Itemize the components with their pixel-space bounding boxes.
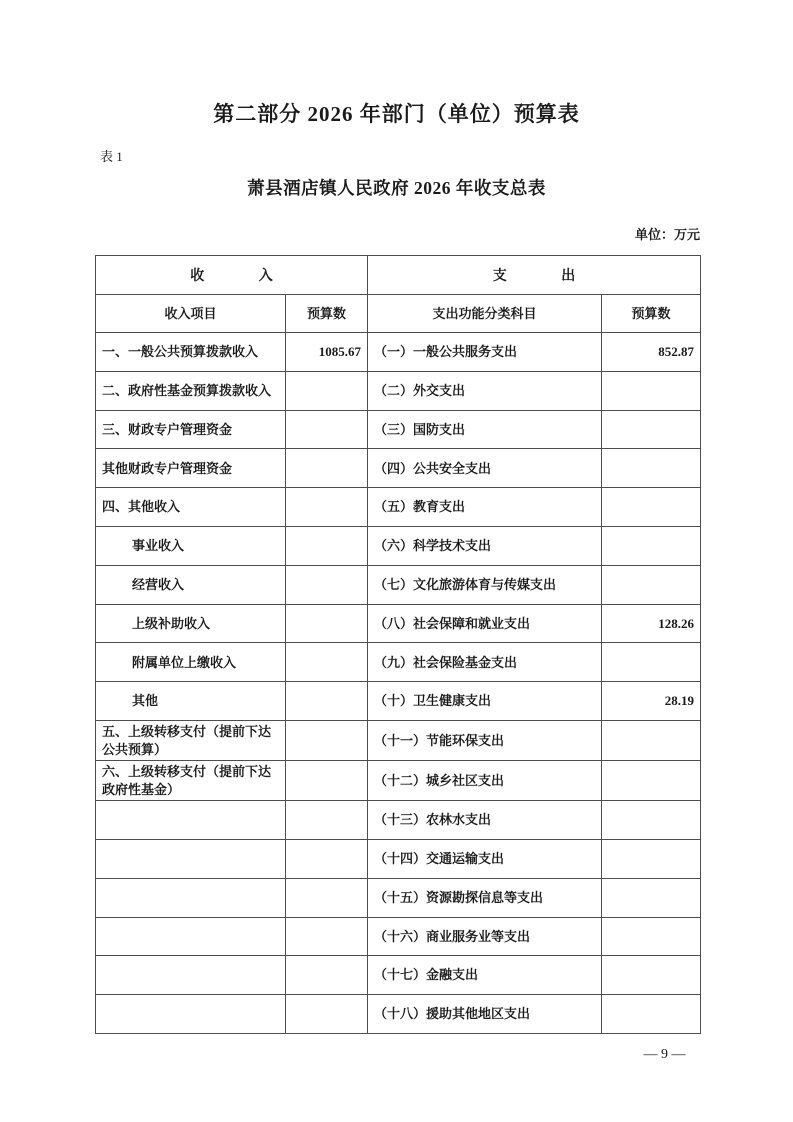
income-item: 三、财政专户管理资金: [96, 410, 286, 449]
income-item: [96, 995, 286, 1034]
income-value: [286, 761, 368, 801]
income-value: [286, 801, 368, 840]
expense-item: （十八）援助其他地区支出: [368, 995, 602, 1034]
income-value: [286, 643, 368, 682]
income-value: [286, 956, 368, 995]
expense-item: （十）卫生健康支出: [368, 682, 602, 721]
income-value: [286, 917, 368, 956]
expense-value: [602, 449, 701, 488]
table-row: [96, 801, 701, 840]
col-header-expense-item: 支出功能分类科目: [368, 295, 602, 333]
expense-value: [602, 801, 701, 840]
expense-value: [602, 720, 701, 760]
expense-item: （八）社会保障和就业支出: [368, 604, 602, 643]
table-row: [96, 604, 701, 643]
income-value: 1085.67: [286, 333, 368, 372]
table-row: [96, 682, 701, 721]
table-row: [96, 878, 701, 917]
income-item: 附属单位上缴收入: [96, 643, 286, 682]
expense-group-header: 支 出: [368, 256, 701, 295]
table-column-header-row: [96, 295, 701, 333]
expense-item: （十一）节能环保支出: [368, 720, 602, 760]
expense-value: [602, 643, 701, 682]
income-value: [286, 604, 368, 643]
income-value: [286, 878, 368, 917]
income-group-header: 收 入: [96, 256, 368, 295]
income-value: [286, 839, 368, 878]
expense-item: （十六）商业服务业等支出: [368, 917, 602, 956]
expense-value: 28.19: [602, 682, 701, 721]
expense-item: （十二）城乡社区支出: [368, 761, 602, 801]
income-item: [96, 956, 286, 995]
income-item: 其他财政专户管理资金: [96, 449, 286, 488]
income-item: 一、一般公共预算拨款收入: [96, 333, 286, 372]
expense-item: （十五）资源勘探信息等支出: [368, 878, 602, 917]
expense-item: （四）公共安全支出: [368, 449, 602, 488]
income-value: [286, 682, 368, 721]
page-number-text: — 9 —: [643, 1047, 686, 1062]
expense-value: [602, 410, 701, 449]
table-row: [96, 526, 701, 565]
income-value: [286, 371, 368, 410]
expense-item: （九）社会保险基金支出: [368, 643, 602, 682]
expense-value: [602, 956, 701, 995]
income-item: 其他: [96, 682, 286, 721]
income-item: 六、上级转移支付（提前下达政府性基金）: [96, 761, 286, 801]
table-row: [96, 371, 701, 410]
income-value: [286, 995, 368, 1034]
income-item: 二、政府性基金预算拨款收入: [96, 371, 286, 410]
part-title: 第二部分 2026 年部门（单位）预算表: [213, 102, 580, 126]
income-item: 上级补助收入: [96, 604, 286, 643]
income-value: [286, 720, 368, 760]
income-item: 事业收入: [96, 526, 286, 565]
expense-value: [602, 917, 701, 956]
income-item: 四、其他收入: [96, 488, 286, 527]
income-value: [286, 565, 368, 604]
table-row: [96, 449, 701, 488]
budget-table: [95, 255, 701, 1034]
table-row: [96, 956, 701, 995]
expense-value: [602, 878, 701, 917]
expense-item: （十三）农林水支出: [368, 801, 602, 840]
expense-item: （五）教育支出: [368, 488, 602, 527]
expense-value: [602, 371, 701, 410]
expense-value: 852.87: [602, 333, 701, 372]
expense-value: [602, 488, 701, 527]
table-row: [96, 565, 701, 604]
expense-value: [602, 526, 701, 565]
table-row: [96, 839, 701, 878]
page-number: [0, 1047, 793, 1063]
expense-item: （二）外交支出: [368, 371, 602, 410]
table-row: [96, 488, 701, 527]
income-item: 五、上级转移支付（提前下达公共预算）: [96, 720, 286, 760]
expense-value: [602, 839, 701, 878]
income-value: [286, 526, 368, 565]
table-row: [96, 410, 701, 449]
table-row: [96, 333, 701, 372]
table-row: [96, 917, 701, 956]
expense-item: （六）科学技术支出: [368, 526, 602, 565]
table-row: [96, 761, 701, 801]
table-group-header-row: [96, 256, 701, 295]
expense-item: （一）一般公共服务支出: [368, 333, 602, 372]
table-label: 表 1: [100, 149, 123, 164]
expense-item: （七）文化旅游体育与传媒支出: [368, 565, 602, 604]
income-item: [96, 917, 286, 956]
table-row: [96, 643, 701, 682]
income-item: 经营收入: [96, 565, 286, 604]
income-item: [96, 801, 286, 840]
income-value: [286, 449, 368, 488]
expense-value: 128.26: [602, 604, 701, 643]
col-header-income-budget: 预算数: [286, 295, 368, 333]
table-title: 萧县酒店镇人民政府 2026 年收支总表: [247, 178, 546, 198]
col-header-income-item: 收入项目: [96, 295, 286, 333]
income-item: [96, 839, 286, 878]
table-row: [96, 995, 701, 1034]
col-header-expense-budget: 预算数: [602, 295, 701, 333]
expense-item: （十七）金融支出: [368, 956, 602, 995]
unit-note: 单位：万元: [634, 227, 700, 242]
income-value: [286, 410, 368, 449]
expense-value: [602, 995, 701, 1034]
income-item: [96, 878, 286, 917]
table-row: [96, 720, 701, 760]
expense-item: （十四）交通运输支出: [368, 839, 602, 878]
expense-item: （三）国防支出: [368, 410, 602, 449]
expense-value: [602, 565, 701, 604]
expense-value: [602, 761, 701, 801]
income-value: [286, 488, 368, 527]
